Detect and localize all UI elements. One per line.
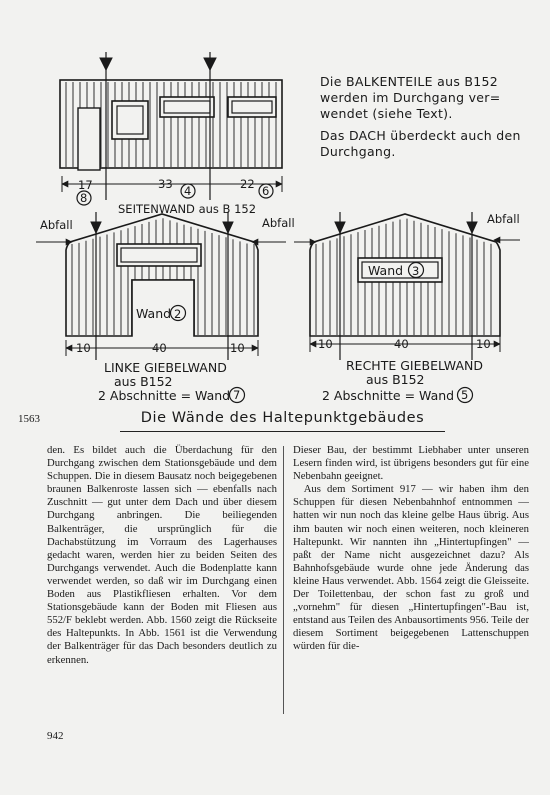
left-paragraph: den. Es bildet auch die Überdachung für den Durchgang zwischen dem Stationsgebäude und dem Schuppen. Die in diesem Bausatz noch beigegebenen braunen Balkenroste lassen sich — ebenfalls nach Zuschnitt — gut unter dem Dach und über diesem Durchgang anbringen. Die beiliegenden Balkenträger, die ursprünglich für die Dachabstützung im Vorraum des Lagerhauses gedacht waren, werden hier zu beiden Seiten des Durchgangs verwendet. Auch die Bodenplatte kann verwendet werden, so daß wir im Durchgang einen Boden aus Plastikfliesen erhalten. Vor dem Stationsgebäude kann der Boden mit Fliesen aus 552/F beklebt werden. Abb. 1560 zeigt die Rückseite des Haltepunkts. In Abb. 1561 ist die Verwendung der Balkenträger für das Dach besonders deutlich zu erkennen. [47, 444, 277, 666]
side-part-right: 6 [262, 184, 270, 198]
side-part-left: 8 [80, 191, 88, 205]
side-wall-title: SEITENWAND aus B 152 [118, 202, 257, 216]
right-wall-label: Wand [368, 263, 404, 278]
left-dim-left: 10 [76, 341, 91, 355]
side-part-mid: 4 [184, 184, 192, 198]
left-abfall-label: Abfall [40, 218, 73, 232]
column-divider [283, 446, 284, 714]
left-dim-mid: 40 [152, 341, 167, 355]
right-abfall-right-label: Abfall [487, 212, 520, 226]
note-beams: Die BALKENTEILE aus B152 werden im Durchgang ver= wendet (siehe Text). [320, 74, 501, 121]
figure-note [320, 74, 545, 166]
right-dim-left: 10 [318, 337, 333, 351]
right-gable-title: RECHTE GIEBELWAND [346, 358, 483, 373]
left-dim-right: 10 [230, 341, 245, 355]
page-number: 942 [47, 730, 64, 742]
right-paragraph-2: Aus dem Sortiment 917 — wir haben ihm den Schuppen für diesen Nebenbahnhof entnommen — hatten wir nun noch das kleine gelbe Haus übrig. Aus ihm bauten wir noch einen weiteren, noch kleineren Haltepunkt. Wir nannten ihn „Hintertupfingen" — paßt der Name nicht ausgezeichnet dazu? Als Bahnhofsgebäude wurde ohne jede Änderung das kleine Haus verwendet. Abb. 1564 zeigt die Gleisseite. Der Toilettenbau, der schon fast zu groß und „vornehm" für diesen „Hintertupfingen"-Bau ist, entstand aus Teilen des Anbausortiments 956. Teile der diesem Sortiment beigegebenen Lattenschuppen würden für die- [293, 483, 529, 653]
right-abfall-left-label: Abfall [262, 216, 295, 230]
right-dim-right: 10 [476, 337, 491, 351]
left-gable-subtitle: aus B152 [114, 374, 173, 389]
right-gable-subtitle: aus B152 [366, 372, 425, 387]
figure-caption: Die Wände des Haltepunktgebäudes [140, 410, 425, 426]
left-gable-sections-num: 7 [233, 388, 241, 402]
right-gable-sections: 2 Abschnitte = Wand [322, 388, 455, 403]
right-gable-sections-num: 5 [461, 388, 469, 402]
left-gable-sections: 2 Abschnitte = Wand [98, 388, 231, 403]
right-dim-mid: 40 [394, 337, 409, 351]
text-column-left [47, 444, 277, 667]
right-paragraph-1: Dieser Bau, der bestimmt Liebhaber unter unseren Lesern finden wird, ist übrigens besonders gut für eine Nebenbahn geeignet. [293, 444, 529, 483]
text-column-right [293, 444, 529, 654]
note-roof: Das DACH überdeckt auch den Durchgang. [320, 128, 521, 159]
side-dim-left: 17 [78, 178, 93, 192]
right-wall-num: 3 [412, 264, 420, 278]
side-dim-right: 22 [240, 177, 255, 191]
figure-number: 1563 [18, 413, 40, 425]
side-dim-mid: 33 [158, 177, 173, 191]
left-wall-num: 2 [174, 307, 182, 321]
left-gable-title: LINKE GIEBELWAND [104, 360, 227, 375]
caption-underline [120, 431, 445, 432]
left-wall-label: Wand [136, 306, 172, 321]
